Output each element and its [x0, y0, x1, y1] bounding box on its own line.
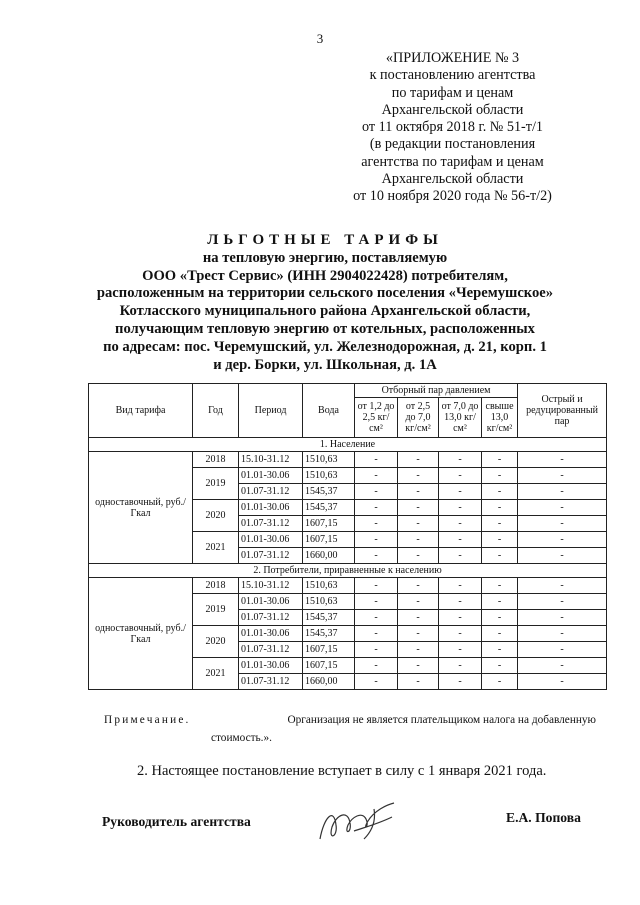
dash-cell: - [482, 468, 518, 484]
dash-cell: - [482, 658, 518, 674]
dash-cell: - [439, 578, 482, 594]
tariff-table [88, 383, 607, 690]
dash-cell: - [518, 452, 607, 468]
dash-cell: - [518, 516, 607, 532]
period-cell: 01.07-31.12 [239, 674, 303, 690]
dash-cell: - [398, 658, 439, 674]
table-row [89, 452, 607, 468]
dash-cell: - [398, 626, 439, 642]
year-cell: 2020 [193, 626, 239, 658]
dash-cell: - [518, 626, 607, 642]
period-cell: 01.01-30.06 [239, 532, 303, 548]
period-cell: 01.01-30.06 [239, 468, 303, 484]
dash-cell: - [398, 548, 439, 564]
period-cell: 01.07-31.12 [239, 516, 303, 532]
water-cell: 1510,63 [303, 578, 355, 594]
page-number: 3 [316, 31, 324, 46]
dash-cell: - [398, 674, 439, 690]
dash-cell: - [439, 610, 482, 626]
appendix-line: от 10 ноября 2020 года № 56-т/2) [353, 188, 552, 205]
header-tariff-type: Вид тарифа [89, 384, 193, 438]
dash-cell: - [518, 610, 607, 626]
dash-cell: - [439, 452, 482, 468]
water-cell: 1660,00 [303, 674, 355, 690]
title-line: получающим тепловую энергию от котельных, расположенных [115, 320, 535, 337]
signatory-name: Е.А. Попова [506, 810, 581, 825]
dash-cell: - [398, 484, 439, 500]
handwritten-signature [314, 797, 404, 847]
appendix-line: по тарифам и ценам [391, 84, 514, 101]
dash-cell: - [482, 674, 518, 690]
appendix-block [330, 50, 575, 206]
section-title: 2. Потребители, приравненные к населению [89, 564, 607, 578]
dash-cell: - [518, 500, 607, 516]
tariff-type-cell: одноставочный, руб./Гкал [89, 452, 193, 564]
appendix-line: агентства по тарифам и ценам [361, 153, 544, 170]
year-cell: 2020 [193, 500, 239, 532]
header-steam-4: свыше 13,0 кг/см² [482, 398, 518, 438]
period-cell: 01.07-31.12 [239, 548, 303, 564]
title-line: и дер. Борки, ул. Школьная, д. 1А [213, 356, 437, 373]
dash-cell: - [355, 658, 398, 674]
water-cell: 1607,15 [303, 658, 355, 674]
dash-cell: - [482, 484, 518, 500]
dash-cell: - [355, 500, 398, 516]
dash-cell: - [482, 548, 518, 564]
period-cell: 15.10-31.12 [239, 452, 303, 468]
dash-cell: - [518, 642, 607, 658]
note-block [104, 711, 596, 747]
header-steam-3: от 7,0 до 13,0 кг/см² [439, 398, 482, 438]
water-cell: 1510,63 [303, 594, 355, 610]
dash-cell: - [398, 642, 439, 658]
dash-cell: - [518, 532, 607, 548]
dash-cell: - [355, 548, 398, 564]
period-cell: 01.01-30.06 [239, 594, 303, 610]
dash-cell: - [482, 500, 518, 516]
header-sharp-steam: Острый и редуцированный пар [518, 384, 607, 438]
dash-cell: - [398, 516, 439, 532]
dash-cell: - [518, 548, 607, 564]
appendix-line: от 11 октября 2018 г. № 51-т/1 [361, 119, 544, 136]
water-cell: 1607,15 [303, 516, 355, 532]
dash-cell: - [482, 626, 518, 642]
dash-cell: - [355, 468, 398, 484]
year-cell: 2019 [193, 594, 239, 626]
dash-cell: - [355, 452, 398, 468]
water-cell: 1607,15 [303, 532, 355, 548]
period-cell: 01.07-31.12 [239, 610, 303, 626]
dash-cell: - [398, 468, 439, 484]
dash-cell: - [439, 594, 482, 610]
dash-cell: - [482, 452, 518, 468]
note-text-cont: стоимость.». [211, 732, 272, 744]
dash-cell: - [439, 500, 482, 516]
year-cell: 2018 [193, 578, 239, 594]
dash-cell: - [355, 610, 398, 626]
dash-cell: - [518, 594, 607, 610]
note-text: Организация не является плательщиком налога на добавленную [287, 714, 596, 726]
dash-cell: - [355, 484, 398, 500]
dash-cell: - [482, 578, 518, 594]
title-line: расположенным на территории сельского поселения «Черемушское» [96, 285, 554, 302]
title-line: на тепловую энергию, поставляемую [202, 249, 448, 266]
period-cell: 01.01-30.06 [239, 658, 303, 674]
appendix-line: к постановлению агентства [369, 67, 536, 84]
dash-cell: - [439, 468, 482, 484]
year-cell: 2018 [193, 452, 239, 468]
dash-cell: - [355, 532, 398, 548]
dash-cell: - [355, 516, 398, 532]
dash-cell: - [439, 548, 482, 564]
dash-cell: - [439, 642, 482, 658]
dash-cell: - [439, 484, 482, 500]
document-title [80, 232, 570, 374]
appendix-line: «ПРИЛОЖЕНИЕ № 3 [385, 50, 520, 66]
dash-cell: - [518, 578, 607, 594]
year-cell: 2021 [193, 658, 239, 690]
dash-cell: - [398, 594, 439, 610]
header-period: Период [239, 384, 303, 438]
dash-cell: - [482, 594, 518, 610]
year-cell: 2021 [193, 532, 239, 564]
dash-cell: - [439, 674, 482, 690]
tariff-type-cell: одноставочный, руб./Гкал [89, 578, 193, 690]
dash-cell: - [518, 484, 607, 500]
effective-clause: 2. Настоящее постановление вступает в силу с 1 января 2021 года. [137, 763, 547, 779]
signatory-position: Руководитель агентства [102, 814, 251, 829]
dash-cell: - [355, 642, 398, 658]
dash-cell: - [439, 516, 482, 532]
period-cell: 01.01-30.06 [239, 500, 303, 516]
table-row [89, 578, 607, 594]
period-cell: 01.07-31.12 [239, 484, 303, 500]
dash-cell: - [518, 658, 607, 674]
water-cell: 1545,37 [303, 500, 355, 516]
header-steam-group: Отборный пар давлением [355, 384, 518, 398]
period-cell: 01.01-30.06 [239, 626, 303, 642]
water-cell: 1510,63 [303, 452, 355, 468]
dash-cell: - [439, 626, 482, 642]
dash-cell: - [398, 532, 439, 548]
water-cell: 1660,00 [303, 548, 355, 564]
dash-cell: - [398, 610, 439, 626]
water-cell: 1510,63 [303, 468, 355, 484]
dash-cell: - [482, 532, 518, 548]
year-cell: 2019 [193, 468, 239, 500]
dash-cell: - [398, 452, 439, 468]
dash-cell: - [482, 610, 518, 626]
dash-cell: - [518, 674, 607, 690]
note-label: Примечание. [104, 714, 191, 726]
water-cell: 1545,37 [303, 610, 355, 626]
title-line: Котласского муниципального района Архангельской области, [119, 303, 531, 320]
dash-cell: - [355, 594, 398, 610]
dash-cell: - [482, 516, 518, 532]
dash-cell: - [398, 500, 439, 516]
water-cell: 1545,37 [303, 626, 355, 642]
title-main: ЛЬГОТНЫЕ ТАРИФЫ [207, 232, 443, 248]
header-steam-2: от 2,5 до 7,0 кг/см² [398, 398, 439, 438]
appendix-line: Архангельской области [381, 171, 524, 188]
dash-cell: - [355, 578, 398, 594]
title-line: по адресам: пос. Черемушский, ул. Железнодорожная, д. 21, корп. 1 [103, 338, 547, 355]
header-steam-1: от 1,2 до 2,5 кг/см² [355, 398, 398, 438]
dash-cell: - [439, 532, 482, 548]
header-year: Год [193, 384, 239, 438]
header-water: Вода [303, 384, 355, 438]
dash-cell: - [355, 626, 398, 642]
period-cell: 15.10-31.12 [239, 578, 303, 594]
dash-cell: - [398, 578, 439, 594]
appendix-line: Архангельской области [381, 101, 524, 118]
appendix-line: (в редакции постановления [369, 136, 536, 153]
dash-cell: - [482, 642, 518, 658]
section-title: 1. Население [89, 438, 607, 452]
period-cell: 01.07-31.12 [239, 642, 303, 658]
dash-cell: - [518, 468, 607, 484]
dash-cell: - [355, 674, 398, 690]
dash-cell: - [439, 658, 482, 674]
water-cell: 1607,15 [303, 642, 355, 658]
water-cell: 1545,37 [303, 484, 355, 500]
title-line: ООО «Трест Сервис» (ИНН 2904022428) потребителям, [142, 267, 508, 284]
